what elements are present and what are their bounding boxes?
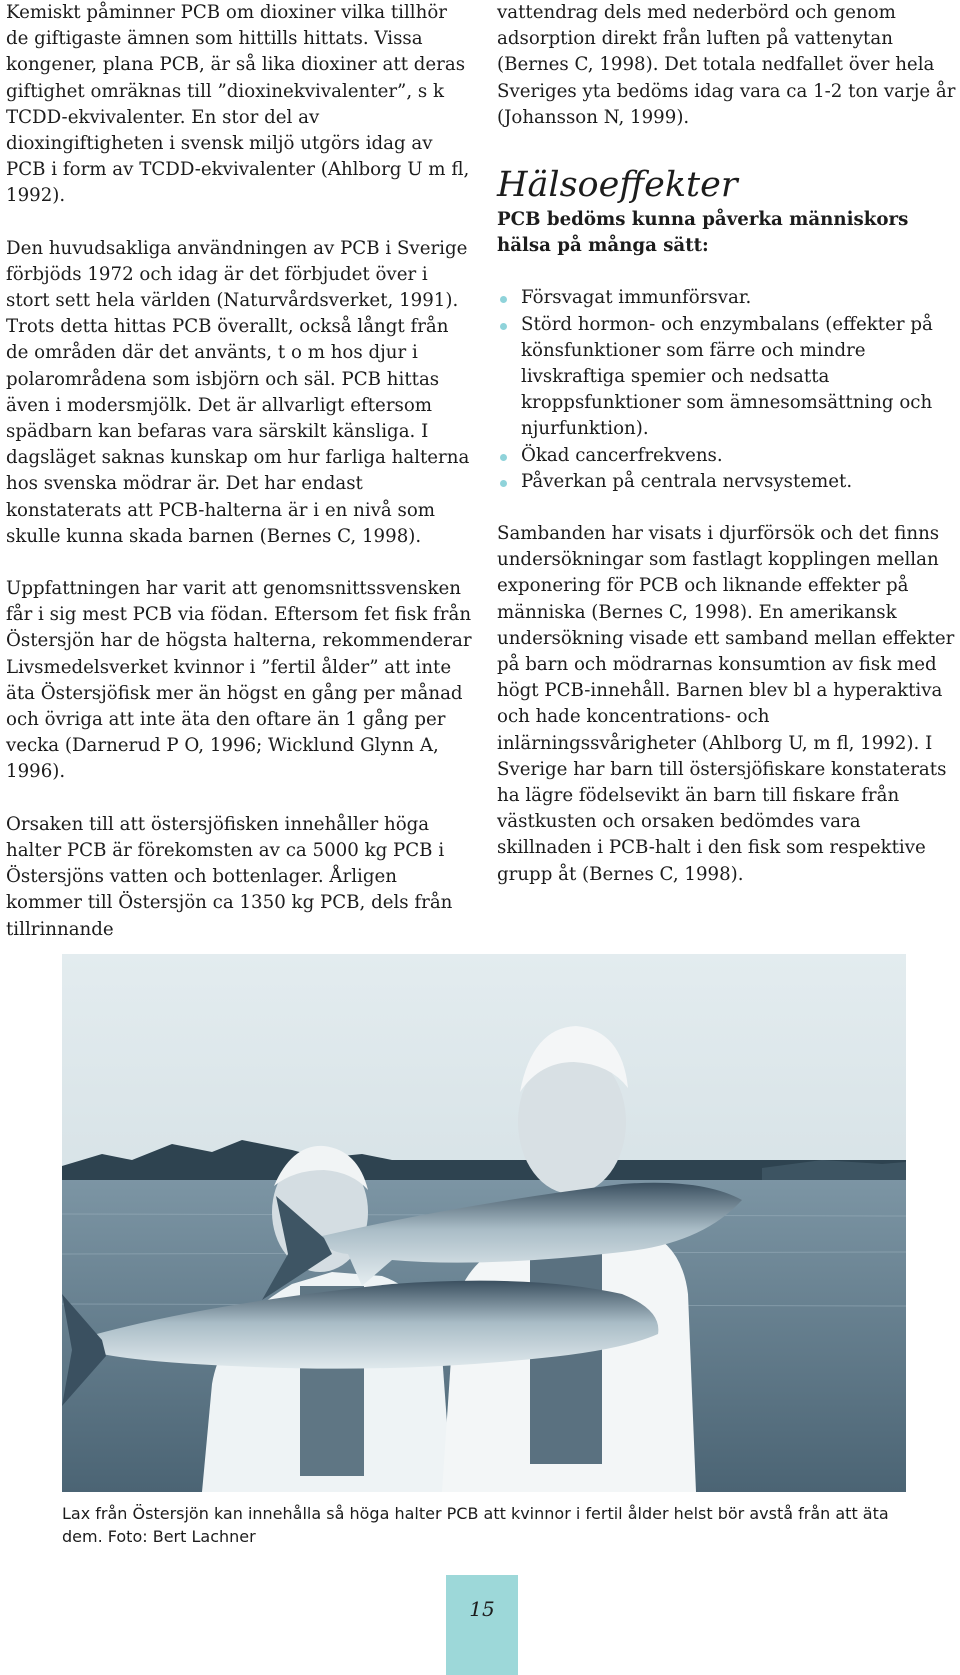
right-column (497, 0, 960, 888)
left-column (6, 0, 474, 943)
photo-caption: Lax från Östersjön kan innehålla så höga halter PCB att kvinnor i fertil ålder helst bör avstå från att äta dem. Foto: Bert Lachner (62, 1504, 889, 1546)
page-number: 15 (469, 1597, 495, 1621)
paragraph-baltic-sources: Orsaken till att östersjöfisken innehåller höga halter PCB är förekomsten av ca 5000 kg PCB i Östersjöns vatten och bottenlager. Årligen kommer till Östersjön ca 1350 kg PCB, dels från tillrinnande (6, 813, 453, 940)
paragraph-deposition: vattendrag dels med nederbörd och genom adsorption direkt från luften på vattenytan (Bernes C, 1998). Det totala nedfallet över hela Sveriges yta bedöms idag vara ca 1-2 ton varje år (Johansson N, 1999). (497, 2, 956, 128)
health-effects-lead: PCB bedöms kunna påverka människors hälsa på många sätt: (497, 209, 909, 257)
salmon-photo-illustration (62, 954, 906, 1492)
paragraph-food-intake: Uppfattningen har varit att genomsnittssvensken får i sig mest PCB via födan. Eftersom fet fisk från Östersjön har de högsta halterna, rekommenderar Livsmedelsverket kvinnor i ”fertil ålder” att inte äta Östersjöfisk mer än högst en gång per månad och övriga att inte äta den oftare än 1 gång per vecka (Darnerud P O, 1996; Wicklund Glynn A, 1996). (6, 578, 472, 783)
list-item: Ökad cancerfrekvens. (497, 443, 960, 469)
list-item: Försvagat immunförsvar. (497, 285, 960, 311)
salmon-photo (62, 954, 906, 1492)
health-effects-list (497, 285, 960, 495)
list-item: Påverkan på centrala nervsystemet. (497, 469, 960, 495)
list-item: Störd hormon- och enzymbalans (effekter på könsfunktioner som färre och mindre livskraftiga spemier och nedsatta kroppsfunktioner som ämnesomsättning och njurfunktion). (497, 312, 960, 443)
paragraph-studies: Sambanden har visats i djurförsök och det finns undersökningar som fastlagt kopplingen mellan exponering för PCB och liknande effekter på människa (Bernes C, 1998). En amerikansk undersökning visade ett samband mellan effekter på barn och mödrarnas konsumtion av fisk med högt PCB-innehåll. Barnen blev bl a hyperaktiva och hade koncentrations- och inlärningssvårigheter (Ahlborg U, m fl, 1992). I Sverige har barn till östersjöfiskare konstaterats ha lägre födelsevikt än barn till fiskare från västkusten och orsaken bedömdes vara skillnaden i PCB-halt i den fisk som respektive grupp åt (Bernes C, 1998). (497, 523, 955, 885)
paragraph-pcb-ban: Den huvudsakliga användningen av PCB i Sverige förbjöds 1972 och idag är det förbjudet över i stort sett hela världen (Naturvårdsverket, 1991). Trots detta hittas PCB överallt, också långt från de områden där det använts, t o m hos djur i polarområdena som isbjörn och säl. PCB hittas även i modersmjölk. Det är allvarligt eftersom spädbarn kan befaras vara särskilt känsliga. I dagsläget saknas kunskap om hur farliga halterna hos svenska mödrar är. Det har endast konstaterats att PCB-halterna är i en nivå som skulle kunna skada barnen (Bernes C, 1998). (6, 237, 470, 547)
paragraph-dioxin-equivalents: Kemiskt påminner PCB om dioxiner vilka tillhör de giftigaste ämnen som hittills hittats. Vissa kongener, plana PCB, är så lika dioxiner att deras giftighet omräknas till ”dioxinekvivalenter”, s k TCDD-ekvivalenter. En stor del av dioxingiftigheten i svensk miljö utgörs idag av PCB i form av TCDD-ekvivalenter (Ahlborg U m fl, 1992). (6, 2, 470, 207)
section-heading-health-effects: Hälsoeffekter (497, 165, 738, 206)
page-number-box (446, 1575, 518, 1675)
